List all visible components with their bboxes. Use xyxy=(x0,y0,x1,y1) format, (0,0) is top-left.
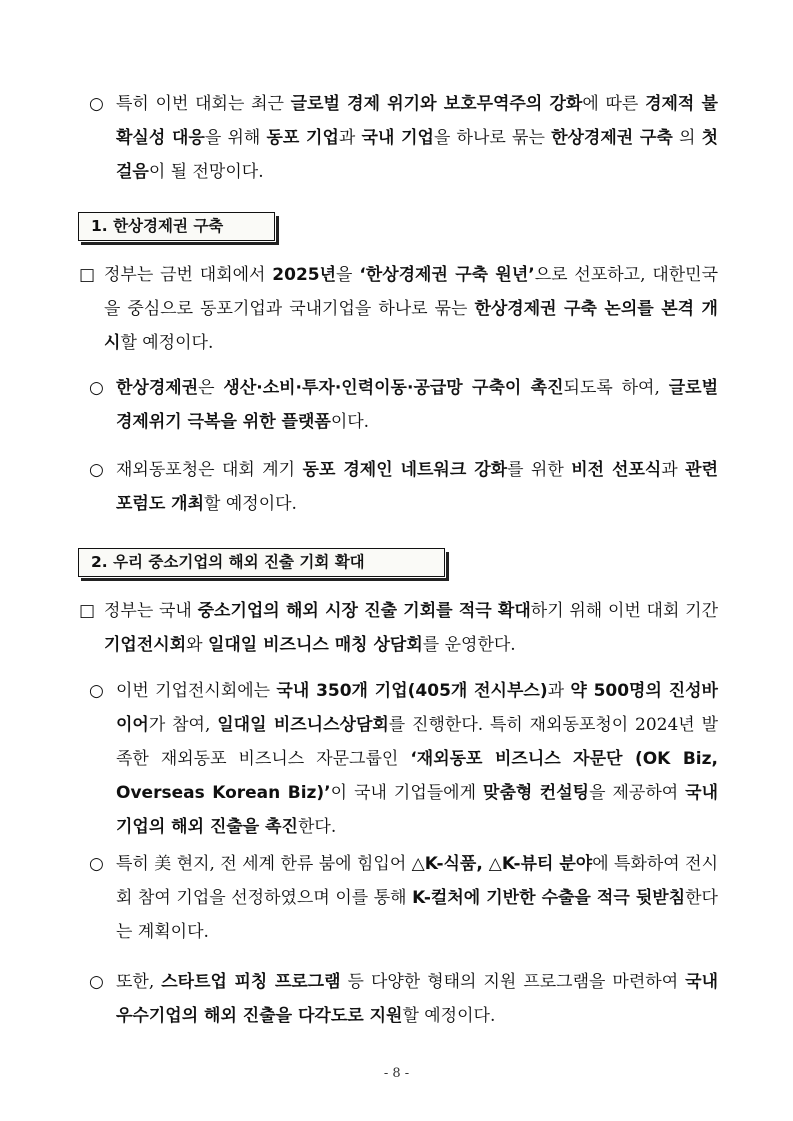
text-segment: 정부는 국내 xyxy=(104,601,198,621)
text-segment: 과 xyxy=(338,128,362,148)
intro-paragraph xyxy=(89,87,719,189)
bold-text-segment: 일대일 비즈니스 매칭 상담회 xyxy=(207,635,423,655)
paragraph-text xyxy=(104,258,718,360)
section1-bullet-1 xyxy=(89,371,719,439)
paragraph-text xyxy=(116,965,718,1033)
text-segment: 을 위해 xyxy=(204,128,267,148)
text-segment: 특히 美 현지, 전 세계 한류 붐에 힘입어 xyxy=(116,854,412,874)
bold-text-segment: 국내 우수기업의 해외 진출을 다각도로 지원 xyxy=(116,972,718,1026)
text-segment: 를 진행한다. 특히 재외동포청이 2024년 발족한 재외동포 비즈니스 자문그룹인 xyxy=(116,715,718,769)
section-heading-2: 2. 우리 중소기업의 해외 진출 기회 확대 xyxy=(78,548,445,577)
circle-bullet-icon: ○ xyxy=(89,378,104,398)
bold-text-segment: 2025년 xyxy=(272,265,337,285)
bold-text-segment: ‘한상경제권 구축 원년’ xyxy=(359,265,535,285)
paragraph-text xyxy=(116,674,718,844)
paragraph-text xyxy=(116,847,718,949)
section2-main-paragraph xyxy=(79,594,718,662)
square-bullet-icon: □ xyxy=(79,265,96,285)
text-segment: 할 예정이다. xyxy=(402,1006,496,1026)
text-segment: 에 특화하여 전시회 참여 기업을 선정하였으며 이를 통해 xyxy=(116,854,718,908)
text-segment: 을 xyxy=(336,265,360,285)
section2-bullet-2 xyxy=(89,847,718,949)
text-segment: 재외동포청은 대회 계기 xyxy=(116,460,303,480)
text-segment: 과 xyxy=(661,460,686,480)
text-segment: 정부는 금번 대회에서 xyxy=(104,265,273,285)
bold-text-segment: 중소기업의 해외 시장 진출 기회를 적극 확대 xyxy=(197,601,531,621)
circle-bullet-icon: ○ xyxy=(89,460,104,480)
bold-text-segment: 국내 기업 xyxy=(361,128,434,148)
bold-text-segment: 한상경제권 구축 논의를 본격 개시 xyxy=(104,299,718,353)
bold-text-segment: 국내 기업의 해외 진출을 촉진 xyxy=(116,783,719,837)
bold-text-segment: 약 500명의 진성바이어 xyxy=(116,681,718,735)
circle-bullet-icon: ○ xyxy=(89,854,104,874)
bold-text-segment: 동포 경제인 네트워크 강화 xyxy=(302,460,508,480)
bold-text-segment: 맞춤형 컨설팅 xyxy=(483,783,590,803)
section2-bullet-3 xyxy=(89,965,718,1033)
bold-text-segment: 글로벌 경제위기 극복을 위한 플랫폼 xyxy=(116,378,719,432)
bold-text-segment: 국내 350개 기업(405개 전시부스) xyxy=(276,681,548,701)
text-segment: 으로 선포하고, 대한민국을 중심으로 동포기업과 국내기업을 하나로 묶는 xyxy=(104,265,719,319)
text-segment: 을 하나로 묶는 xyxy=(433,128,552,148)
bold-text-segment: 기업전시회 xyxy=(104,635,187,655)
section1-main-paragraph xyxy=(79,258,719,360)
text-segment: 의 xyxy=(672,128,702,148)
bold-text-segment: 한상경제권 구축 xyxy=(551,128,673,148)
paragraph-text xyxy=(116,453,718,521)
text-segment: 한다는 계획이다. xyxy=(116,888,718,942)
text-segment: 에 따른 xyxy=(582,94,646,114)
text-segment: 를 위한 xyxy=(507,460,572,480)
text-segment: 한다. xyxy=(297,817,337,837)
text-segment: 과 xyxy=(547,681,571,701)
text-segment: 가 참여, xyxy=(148,715,218,735)
bold-text-segment: 첫 걸음 xyxy=(116,128,719,182)
text-segment: 또한, xyxy=(116,972,162,992)
section-heading-1: 1. 한상경제권 구축 xyxy=(78,212,275,241)
bold-text-segment: ‘재외동포 비즈니스 자문단 (OK Biz, Overseas Korean Biz)’ xyxy=(116,749,718,803)
bold-text-segment: 일대일 비즈니스상담회 xyxy=(217,715,389,735)
bold-text-segment: 동포 기업 xyxy=(266,128,339,148)
section2-bullet-1 xyxy=(89,674,719,844)
circle-bullet-icon: ○ xyxy=(89,94,104,114)
bold-text-segment: 생산·소비·투자·인력이동·공급망 구축이 촉진 xyxy=(223,378,564,398)
circle-bullet-icon: ○ xyxy=(89,972,104,992)
square-bullet-icon: □ xyxy=(79,601,96,621)
bold-text-segment: △K-식품, △K-뷰티 분야 xyxy=(411,854,593,874)
text-segment: 이 국내 기업들에게 xyxy=(330,783,484,803)
section1-bullet-2 xyxy=(89,453,719,521)
text-segment: 되도록 하여, xyxy=(563,378,669,398)
text-segment: 이번 기업전시회에는 xyxy=(116,681,277,701)
paragraph-text xyxy=(116,371,718,439)
paragraph-text xyxy=(104,594,718,662)
text-segment: 을 제공하여 xyxy=(589,783,686,803)
page-number: - 8 - xyxy=(383,1066,410,1081)
text-segment: 이 될 전망이다. xyxy=(148,162,264,182)
bold-text-segment: 관련 포럼도 개최 xyxy=(116,460,719,514)
text-segment: 와 xyxy=(186,635,208,655)
text-segment: 하기 위해 이번 대회 기간 xyxy=(530,601,718,621)
bold-text-segment: 글로벌 경제 위기와 보호무역주의 강화 xyxy=(290,94,583,114)
text-segment: 은 xyxy=(198,378,224,398)
circle-bullet-icon: ○ xyxy=(89,681,104,701)
text-segment: 할 예정이다. xyxy=(204,494,297,514)
bold-text-segment: 경제적 불확실성 대응 xyxy=(116,94,718,148)
bold-text-segment: 한상경제권 xyxy=(116,378,199,398)
text-segment: 특히 이번 대회는 최근 xyxy=(116,94,291,114)
paragraph-text xyxy=(116,87,718,189)
bold-text-segment: K-컬처에 기반한 수출을 적극 뒷받침 xyxy=(412,888,686,908)
text-segment: 이다. xyxy=(330,412,370,432)
bold-text-segment: 스타트업 피칭 프로그램 xyxy=(161,972,341,992)
text-segment: 할 예정이다. xyxy=(120,333,214,353)
bold-text-segment: 비전 선포식 xyxy=(571,460,662,480)
text-segment: 등 다양한 형태의 지원 프로그램을 마련하여 xyxy=(340,972,686,992)
text-segment: 를 운영한다. xyxy=(422,635,516,655)
